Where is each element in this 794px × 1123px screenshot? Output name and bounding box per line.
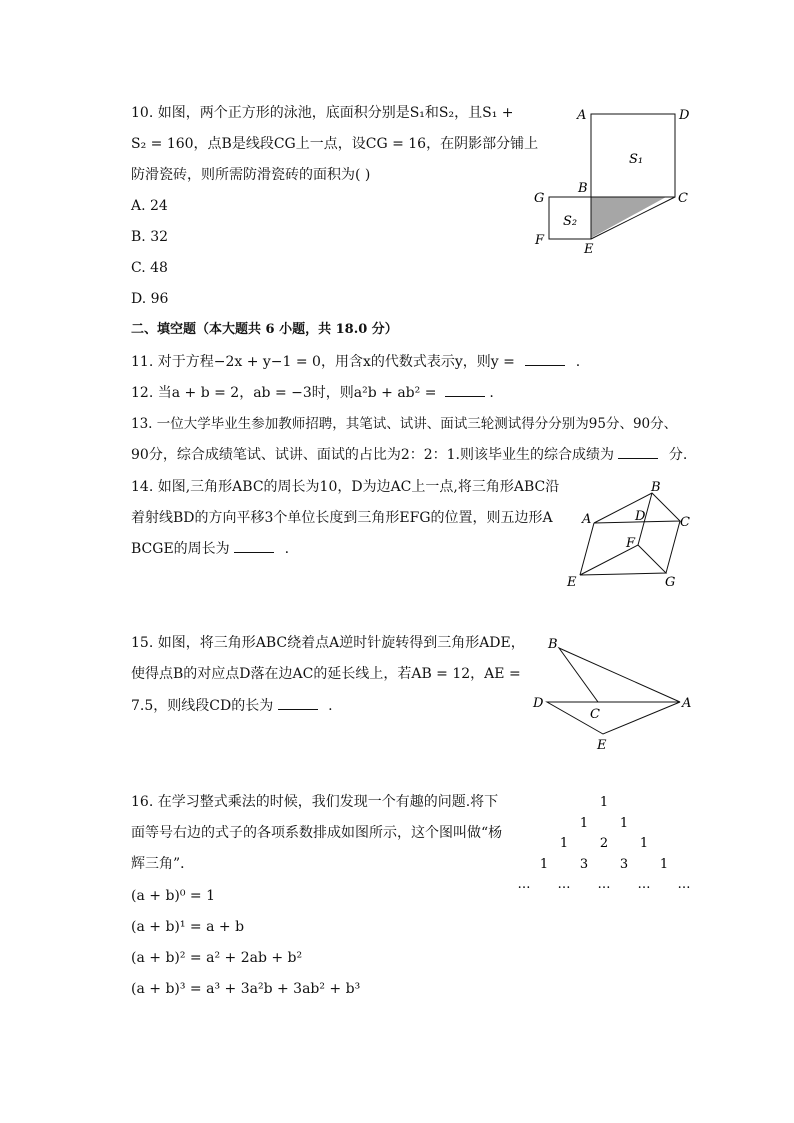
q14-figure (560, 478, 710, 593)
q14-label-c: C (680, 515, 690, 530)
triangle-r2-c2: 1 (619, 816, 629, 831)
q14-end: . (284, 541, 290, 557)
yanghui-triangle (510, 790, 700, 895)
q15-text: 7.5，则线段CD的长为 (131, 698, 274, 714)
triangle-r5-c5: … (677, 877, 691, 892)
q11-line (131, 353, 580, 371)
triangle-r5-c1: … (517, 877, 531, 892)
q14-text: BCGE的周长为 (131, 541, 230, 557)
q16-eq0: (a + b)⁰ = 1 (131, 888, 216, 904)
q14-label-e: E (567, 575, 577, 590)
triangle-r3-c3: 1 (639, 836, 649, 851)
q15-line1: 15. 如图，将三角形ABC绕着点A逆时针旋转得到三角形ADE， (131, 635, 525, 651)
q16-line1: 16. 在学习整式乘法的时候，我们发现一个有趣的问题.将下 (131, 794, 499, 810)
q15-label-a: A (682, 696, 692, 711)
q16-eq3: (a + b)³ = a³ + 3a²b + 3ab² + b³ (131, 981, 361, 997)
q10-option-b: B. 32 (131, 229, 169, 245)
triangle-r3-c1: 1 (559, 836, 569, 851)
q12-end: . (489, 385, 494, 401)
q13-blank[interactable] (618, 446, 658, 459)
q12-line (131, 384, 494, 402)
triangle-r5-c2: … (557, 877, 571, 892)
q10-line2: S₂ = 160，点B是线段CG上一点，设CG = 16，在阴影部分铺上 (131, 136, 539, 152)
triangle-r1-c1: 1 (599, 795, 609, 810)
q15-blank[interactable] (278, 697, 318, 710)
q11-blank[interactable] (525, 353, 565, 366)
section-heading: 二、填空题（本大题共 6 小题，共 18.0 分） (131, 322, 398, 337)
q10-line1: 10. 如图，两个正方形的泳池，底面积分别是S₁和S₂，且S₁ + (131, 105, 514, 121)
q15-label-b: B (548, 637, 558, 652)
q16-line2: 面等号右边的式子的各项系数排成如图所示，这个图叫做“杨 (131, 825, 503, 841)
q10-label-b: B (578, 181, 588, 196)
q14-line2: 着射线BD的方向平移3个单位长度到三角形EFG的位置，则五边形A (131, 510, 553, 526)
triangle-r2-c1: 1 (579, 816, 589, 831)
q13-line2 (131, 446, 687, 464)
q14-line3 (131, 540, 289, 558)
q15-line3 (131, 697, 333, 715)
q14-label-a: A (582, 512, 592, 527)
q15-figure (525, 630, 700, 755)
q10-label-f: F (535, 233, 545, 248)
q12-text: 12. 当a + b = 2，ab = −3时，则a²b + ab² = (131, 385, 437, 401)
q11-text: 11. 对于方程−2x + y−1 = 0，用含x的代数式表示y，则y = (131, 354, 515, 370)
q15-end: . (328, 698, 333, 714)
q10-label-a: A (577, 108, 587, 123)
q15-label-e: E (597, 738, 607, 753)
triangle-r4-c1: 1 (539, 857, 549, 872)
q10-line3: 防滑瓷砖，则所需防滑瓷砖的面积为( ) (131, 167, 371, 183)
q10-option-a: A. 24 (131, 198, 168, 214)
q16-eq1: (a + b)¹ = a + b (131, 919, 245, 935)
q16-eq2: (a + b)² = a² + 2ab + b² (131, 950, 303, 966)
triangle-r5-c3: … (597, 877, 611, 892)
q13-line1: 13. 一位大学毕业生参加教师招聘，其笔试、试讲、面试三轮测试得分分别为95分、90分、 (131, 416, 678, 432)
q16-line3: 辉三角”． (131, 856, 195, 872)
q13-end: 分. (668, 447, 688, 463)
triangle-r4-c2: 3 (579, 857, 589, 872)
q14-label-d: D (635, 509, 646, 524)
q10-label-s1: S₁ (629, 152, 644, 167)
triangle-r5-c4: … (637, 877, 651, 892)
q10-option-d: D. 96 (131, 291, 169, 307)
q10-option-c: C. 48 (131, 260, 168, 276)
q15-label-c: C (590, 707, 600, 722)
q10-label-d: D (679, 108, 690, 123)
triangle-r3-c2: 2 (599, 836, 609, 851)
q10-label-g: G (534, 191, 545, 206)
q10-figure (525, 100, 705, 260)
q10-label-s2: S₂ (563, 214, 578, 229)
triangle-r4-c4: 1 (659, 857, 669, 872)
q14-line1: 14. 如图,三角形ABC的周长为10，D为边AC上一点,将三角形ABC沿 (131, 479, 560, 495)
q11-end: . (575, 354, 581, 370)
q14-label-b: B (651, 480, 661, 495)
q12-blank[interactable] (445, 384, 485, 397)
q14-label-f: F (626, 536, 636, 551)
q13-text: 90分，综合成绩笔试、试讲、面试的占比为2：2：1.则该毕业生的综合成绩为 (131, 447, 614, 463)
q14-blank[interactable] (234, 540, 274, 553)
q15-label-d: D (533, 696, 544, 711)
q15-line2: 使得点B的对应点D落在边AC的延长线上，若AB = 12，AE = (131, 666, 521, 682)
q14-label-g: G (665, 575, 676, 590)
q10-label-e: E (584, 242, 594, 257)
triangle-r4-c3: 3 (619, 857, 629, 872)
q10-label-c: C (678, 191, 688, 206)
